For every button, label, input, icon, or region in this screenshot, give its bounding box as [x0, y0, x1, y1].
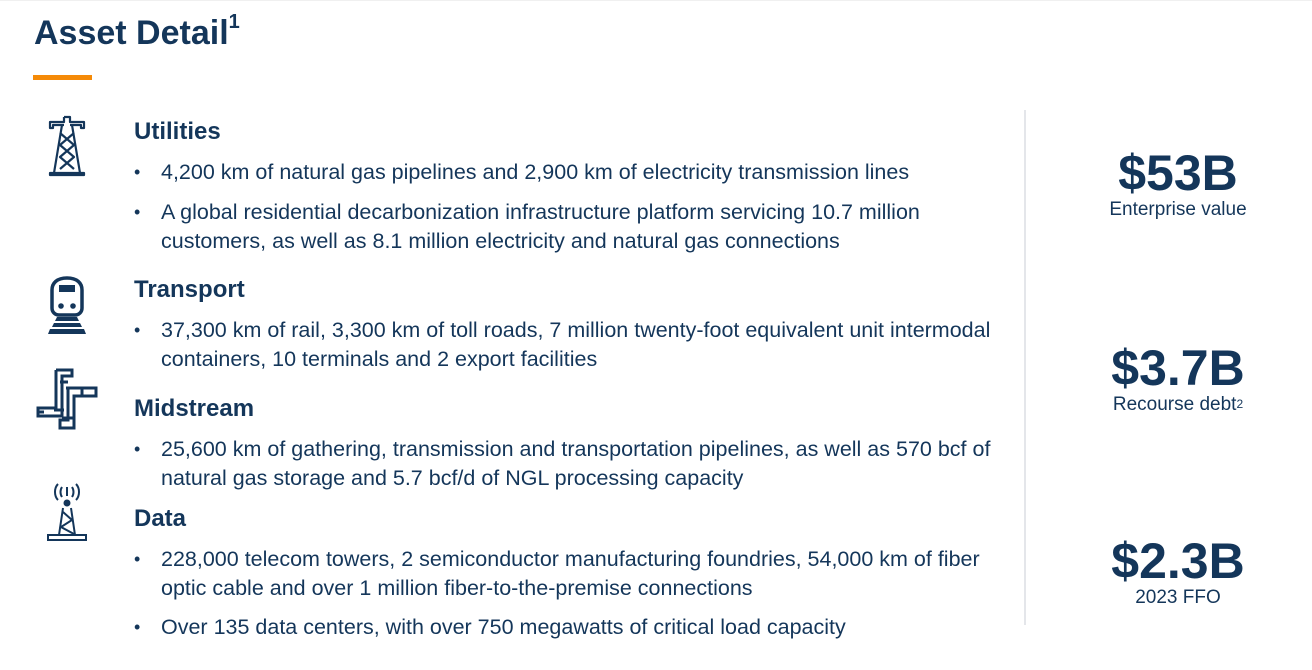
metric-footnote: 2 — [1236, 397, 1244, 411]
metric-enterprise-value — [1060, 147, 1296, 221]
utilities-bullet-1: • 4,200 km of natural gas pipelines and 2,900 km of electricity transmission lines — [134, 158, 1024, 187]
title-footnote: 1 — [228, 11, 240, 33]
metric-label — [1060, 394, 1296, 416]
data-bullet-2: • Over 135 data centers, with over 750 megawatts of critical load capacity — [134, 613, 1024, 642]
metric-value: $3.7B — [1111, 340, 1245, 396]
section-heading-transport: Transport — [134, 276, 245, 303]
midstream-bullet-1: • 25,600 km of gathering, transmission and transportation pipelines, as well as 570 bcf of natural gas storage and 5.7 bcf/d of NGL processing capacity — [134, 435, 1014, 493]
section-heading-utilities: Utilities — [134, 118, 221, 145]
train-icon — [45, 275, 89, 342]
section-heading-data: Data — [134, 505, 187, 532]
data-bullet-1: • 228,000 telecom towers, 2 semiconductor manufacturing foundries, 54,000 km of fiber optic cable and over 1 million fiber-to-the-premise connections — [134, 545, 1029, 603]
section-heading-midstream: Midstream — [134, 395, 255, 422]
metric-label-text: Recourse debt — [1112, 394, 1237, 415]
metric-value: $53B — [1118, 145, 1238, 201]
metric-value: $2.3B — [1111, 533, 1245, 589]
page-title-text: Asset Detail — [34, 14, 229, 52]
telecom-tower-icon — [46, 480, 88, 549]
transmission-tower-icon — [46, 115, 88, 182]
top-border — [0, 0, 1312, 1]
metric-ffo — [1060, 535, 1296, 609]
metric-label: Enterprise value — [1109, 199, 1247, 220]
metric-recourse-debt — [1060, 342, 1296, 416]
vertical-divider — [1024, 110, 1026, 625]
transport-bullet-1: • 37,300 km of rail, 3,300 km of toll roads, 7 million twenty-foot equivalent unit intermodal containers, 10 terminals and 2 export facilities — [134, 316, 1014, 374]
pipeline-icon — [34, 368, 100, 439]
page-title — [34, 11, 240, 53]
utilities-bullet-2: • A global residential decarbonization infrastructure platform servicing 10.7 million customers, as well as 8.1 million electricity and natural gas connections — [134, 198, 1029, 256]
title-accent-bar — [33, 75, 92, 80]
metric-label: 2023 FFO — [1135, 587, 1221, 608]
